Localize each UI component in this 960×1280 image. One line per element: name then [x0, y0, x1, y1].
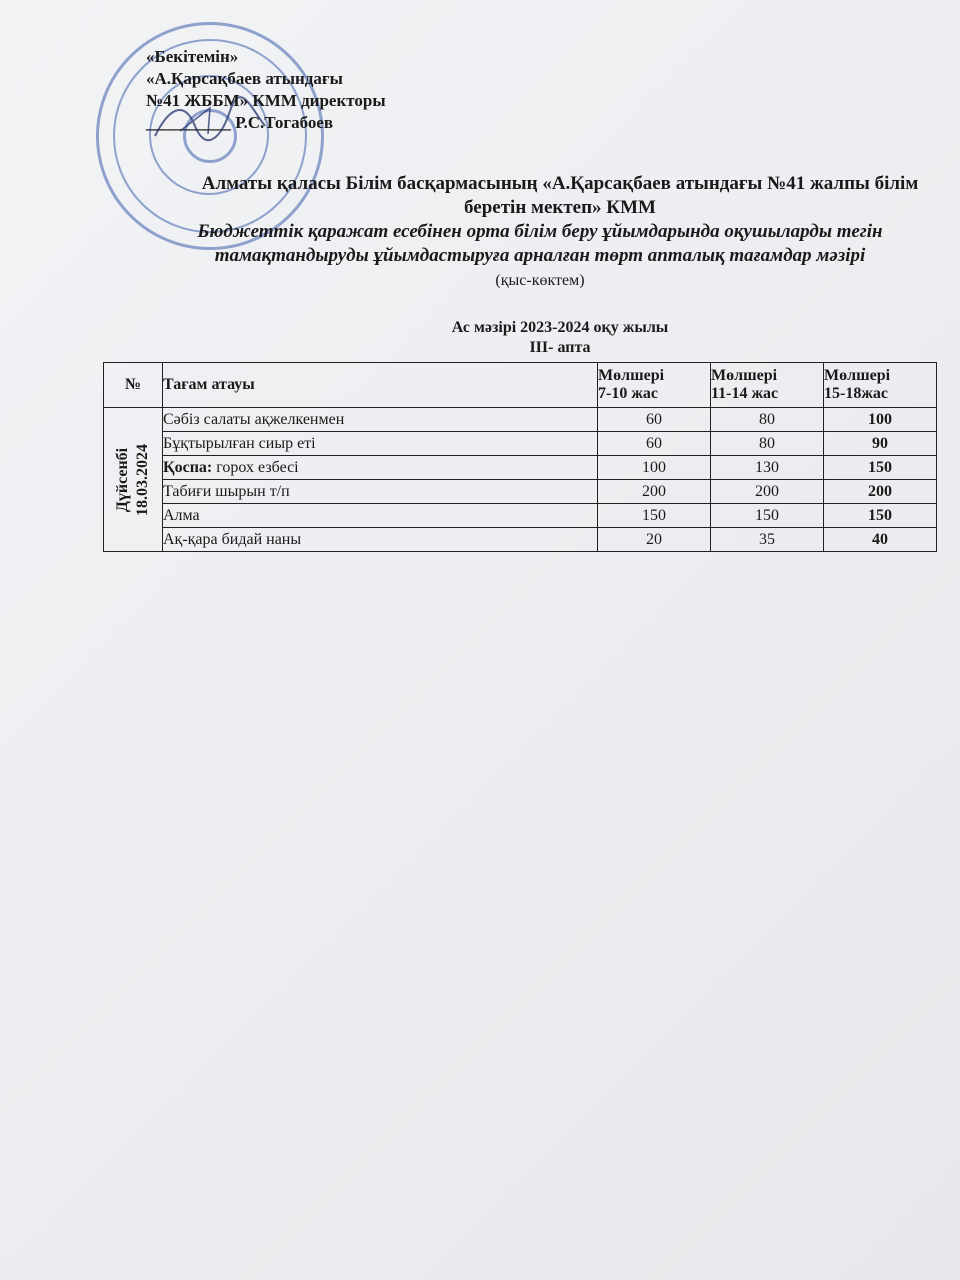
portion-15-18: 90 [824, 432, 937, 456]
table-row [104, 456, 937, 480]
table-row [104, 528, 937, 552]
dish-name-text: горох езбесі [212, 458, 299, 476]
heading-line-2: беретін мектеп» КММ [464, 197, 656, 218]
portion-15-18: 40 [824, 528, 937, 552]
portion-7-10: 150 [598, 504, 711, 528]
header-dish-name: Тағам атауы [163, 363, 598, 408]
day-cell [104, 408, 163, 552]
dish-name-prefix: Қоспа: [163, 458, 213, 476]
portion-7-10: 200 [598, 480, 711, 504]
approval-line-3: №41 ЖББМ» КММ директоры [146, 91, 386, 110]
header-portion-7-10: Мөлшері 7-10 жас [598, 363, 711, 408]
dish-name: Табиғи шырын т/п [163, 480, 598, 504]
table-row [104, 432, 937, 456]
menu-table [103, 362, 937, 552]
week-label: ІІІ- апта [529, 339, 591, 356]
portion-7-10: 100 [598, 456, 711, 480]
approval-line-1: «Бекітемін» [146, 47, 239, 66]
subtitle-line-2: тамақтандыруды ұйымдастыруға арналған төрт апталық тағамдар мәзірі [214, 245, 866, 266]
portion-7-10: 60 [598, 432, 711, 456]
portion-11-14: 80 [711, 408, 824, 432]
portion-11-14: 80 [711, 432, 824, 456]
approval-line-2: «А.Қарсақбаев атындағы [146, 69, 343, 88]
menu-year-title: Ас мәзірі 2023-2024 оқу жылы [451, 319, 669, 336]
approval-block [146, 46, 386, 134]
header-portion-15-18: Мөлшері 15-18жас [824, 363, 937, 408]
director-signature-line: __________ Р.С.Тогабоев [146, 113, 334, 132]
dish-name: Алма [163, 504, 598, 528]
season-label: (қыс-көктем) [495, 272, 585, 289]
heading-line-1: Алматы қаласы Білім басқармасының «А.Қарсақбаев атындағы №41 жалпы білім [201, 173, 919, 194]
table-row [104, 408, 937, 432]
portion-11-14: 150 [711, 504, 824, 528]
portion-15-18: 150 [824, 504, 937, 528]
header-no: № [104, 363, 163, 408]
portion-7-10: 60 [598, 408, 711, 432]
portion-15-18: 150 [824, 456, 937, 480]
portion-15-18: 200 [824, 480, 937, 504]
menu-year-block [120, 318, 960, 358]
dish-name: Сәбіз салаты ақжелкенмен [163, 408, 598, 432]
portion-15-18: 100 [824, 408, 937, 432]
day-label: Дүйсенбі 18.03.2024 [114, 443, 151, 516]
table-row [104, 480, 937, 504]
table-header-row [104, 363, 937, 408]
portion-11-14: 200 [711, 480, 824, 504]
portion-11-14: 130 [711, 456, 824, 480]
table-row [104, 504, 937, 528]
dish-name [163, 456, 598, 480]
document-heading [140, 172, 960, 220]
header-portion-11-14: Мөлшері 11-14 жас [711, 363, 824, 408]
dish-name: Ақ-қара бидай наны [163, 528, 598, 552]
dish-name: Бұқтырылған сиыр еті [163, 432, 598, 456]
document-subtitle [120, 220, 960, 268]
portion-11-14: 35 [711, 528, 824, 552]
portion-7-10: 20 [598, 528, 711, 552]
subtitle-line-1: Бюджеттік қаражат есебінен орта білім беру ұйымдарында оқушыларды тегін [197, 221, 883, 242]
